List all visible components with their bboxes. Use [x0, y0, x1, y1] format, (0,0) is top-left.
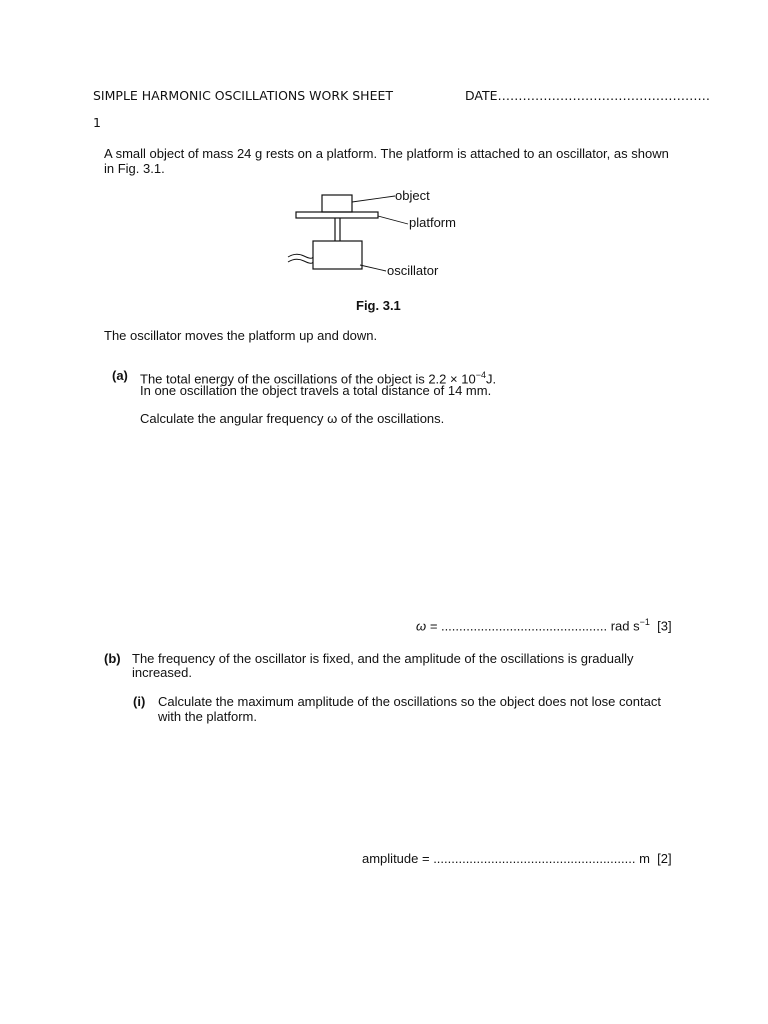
platform-bar: [296, 212, 378, 218]
label-platform: platform: [409, 215, 456, 230]
object-block: [322, 195, 352, 212]
part-a-label: (a): [112, 368, 128, 383]
leader-object: [352, 196, 395, 202]
leader-platform: [378, 216, 408, 224]
question-intro-line2: in Fig. 3.1.: [104, 161, 165, 176]
cable-lower: [288, 259, 313, 263]
figure-oscillator-diagram: [280, 185, 480, 285]
leader-oscillator: [360, 265, 386, 271]
question-statement: The oscillator moves the platform up and down.: [104, 328, 378, 343]
cable-upper: [288, 254, 313, 258]
part-b-i-label: (i): [133, 694, 146, 709]
part-b-i-line1: Calculate the maximum amplitude of the oscillations so the object does not lose contact: [158, 694, 661, 709]
part-b-line1: The frequency of the oscillator is fixed, and the amplitude of the oscillations is gradually: [132, 651, 634, 666]
worksheet-title: SIMPLE HARMONIC OSCILLATIONS WORK SHEET: [93, 88, 393, 103]
question-intro-line1: A small object of mass 24 g rests on a platform. The platform is attached to an oscillator, as shown: [104, 146, 669, 161]
label-oscillator: oscillator: [387, 263, 439, 278]
part-a-line1: The total energy of the oscillations of the object is $2.2 \times 10^{-4}J$.: [140, 370, 497, 387]
date-field: DATE……………………………………………: [465, 88, 711, 103]
label-object: object: [395, 188, 430, 203]
part-a-answer-line[interactable]: ω = .............................................. rad $s^{-1}$ [3]: [416, 617, 672, 634]
part-b-label: (b): [104, 651, 121, 666]
part-a-line2: In one oscillation the object travels a total distance of 14 mm.: [140, 383, 492, 398]
part-b-line2: increased.: [132, 665, 192, 680]
part-b-i-line2: with the platform.: [158, 709, 257, 724]
part-b-i-answer-line[interactable]: amplitude = ........................................................ m [2]: [362, 851, 672, 866]
oscillator-box: [313, 241, 362, 269]
figure-caption: Fig. 3.1: [356, 298, 401, 313]
question-number: 1: [93, 115, 101, 130]
part-a-line3: Calculate the angular frequency ω of the oscillations.: [140, 411, 445, 426]
